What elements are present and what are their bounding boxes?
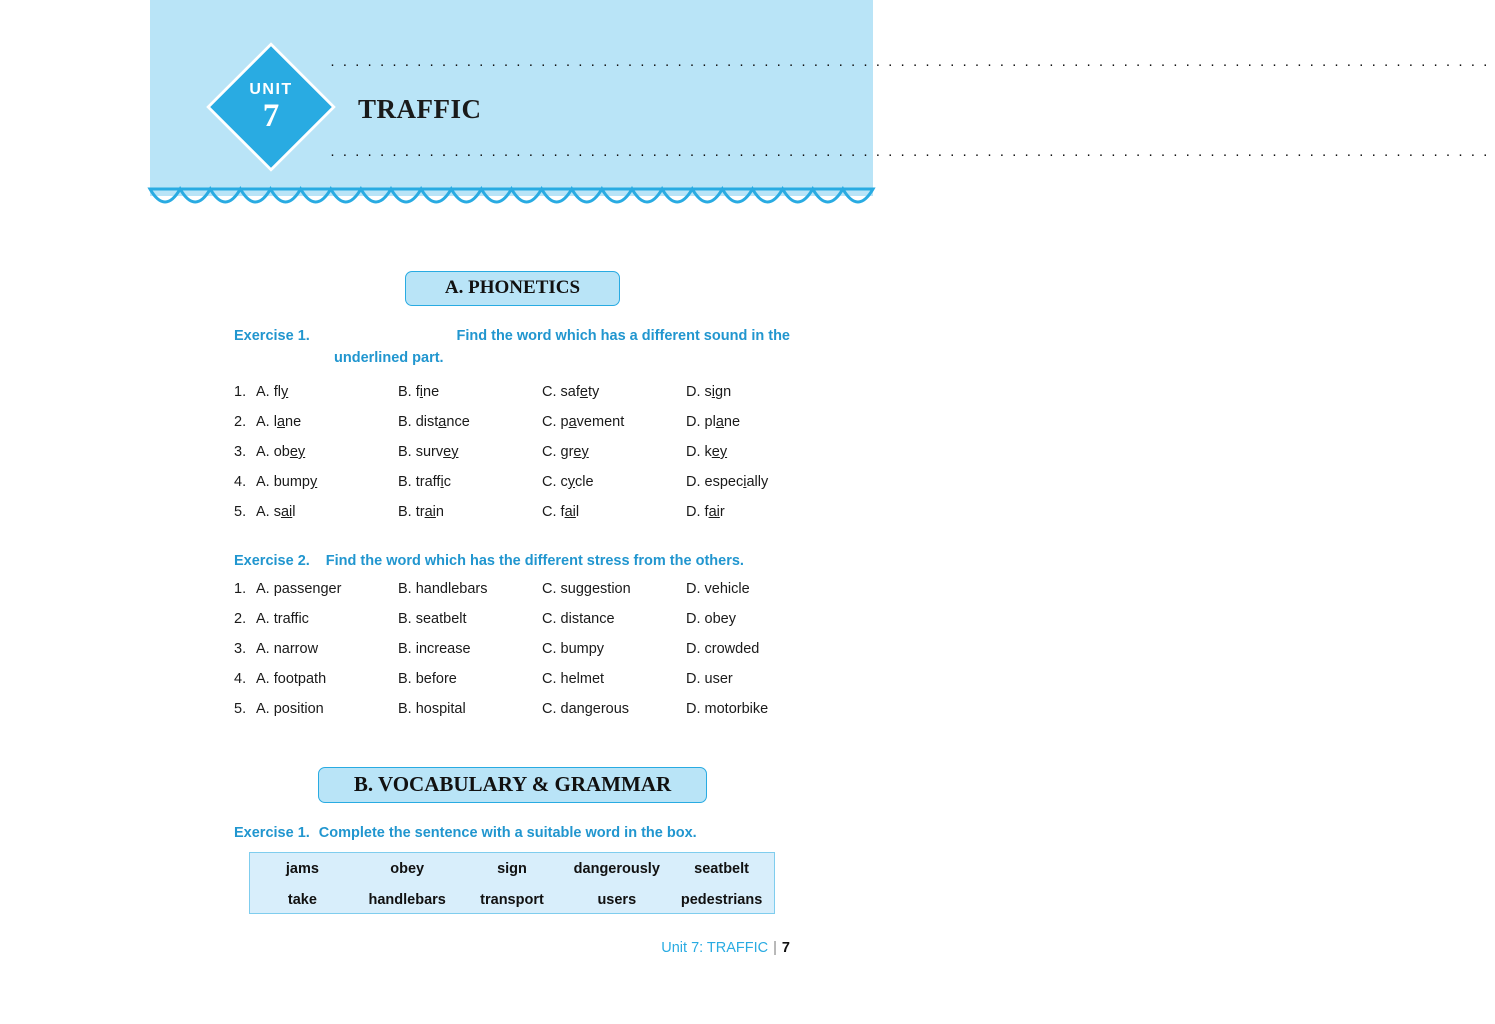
question-number: 2. <box>234 611 247 627</box>
option-d[interactable]: D. sign <box>686 384 732 400</box>
option-b[interactable]: B. fine <box>398 384 440 400</box>
word-bank-row <box>250 884 774 915</box>
exercise-1a-instruction-line2: underlined part. <box>334 350 444 366</box>
option-a[interactable]: A. traffic <box>256 611 309 627</box>
option-b[interactable]: B. handlebars <box>398 581 488 597</box>
section-heading-phonetics: A. PHONETICS <box>405 271 620 306</box>
unit-title: TRAFFIC <box>358 94 482 124</box>
page-number: 7 <box>781 940 790 956</box>
footer-unit-label: Unit 7: TRAFFIC <box>661 940 769 956</box>
question-row <box>234 701 794 731</box>
unit-banner <box>150 0 1495 212</box>
question-row <box>234 474 794 504</box>
exercise-1b-label: Exercise 1. <box>234 825 310 841</box>
option-a[interactable]: A. obey <box>256 444 306 460</box>
exercise-2a-question-list <box>234 581 794 731</box>
word-bank-item[interactable]: handlebars <box>368 891 446 908</box>
word-bank-item[interactable]: users <box>597 891 637 908</box>
option-d[interactable]: D. especially <box>686 474 769 490</box>
word-bank-box <box>249 852 775 914</box>
question-row <box>234 384 794 414</box>
option-d[interactable]: D. user <box>686 671 733 687</box>
exercise-1a-label: Exercise 1. <box>234 328 310 344</box>
option-b[interactable]: B. traffic <box>398 474 451 490</box>
option-c[interactable]: C. dangerous <box>542 701 630 717</box>
option-d[interactable]: D. plane <box>686 414 741 430</box>
question-number: 5. <box>234 504 247 520</box>
option-c[interactable]: C. grey <box>542 444 589 460</box>
exercise-2a-label: Exercise 2. <box>234 553 310 569</box>
option-b[interactable]: B. hospital <box>398 701 466 717</box>
option-a[interactable]: A. bumpy <box>256 474 318 490</box>
question-number: 5. <box>234 701 247 717</box>
option-d[interactable]: D. motorbike <box>686 701 769 717</box>
question-number: 4. <box>234 671 247 687</box>
question-number: 1. <box>234 581 247 597</box>
question-number: 4. <box>234 474 247 490</box>
option-a[interactable]: A. footpath <box>256 671 327 687</box>
word-bank-item[interactable]: sign <box>497 860 527 877</box>
word-bank-item[interactable]: jams <box>285 860 319 877</box>
option-c[interactable]: C. fail <box>542 504 580 520</box>
page-footer <box>661 940 790 956</box>
question-number: 3. <box>234 444 247 460</box>
question-row <box>234 581 794 611</box>
unit-word: UNIT <box>249 80 293 98</box>
question-row <box>234 414 794 444</box>
option-b[interactable]: B. seatbelt <box>398 611 467 627</box>
dotted-rule-bottom: ······························································································ <box>330 146 1495 163</box>
option-a[interactable]: A. narrow <box>256 641 319 657</box>
word-bank-item[interactable]: obey <box>390 860 425 877</box>
option-d[interactable]: D. obey <box>686 611 736 627</box>
word-bank-item[interactable]: take <box>287 891 317 908</box>
footer-separator: | <box>773 940 777 956</box>
wave-border <box>150 188 873 214</box>
exercise-1a-heading <box>234 328 790 366</box>
option-c[interactable]: C. cycle <box>542 474 594 490</box>
question-number: 2. <box>234 414 247 430</box>
option-b[interactable]: B. increase <box>398 641 471 657</box>
option-d[interactable]: D. key <box>686 444 728 460</box>
option-d[interactable]: D. crowded <box>686 641 760 657</box>
question-number: 3. <box>234 641 247 657</box>
option-a[interactable]: A. position <box>256 701 324 717</box>
question-row <box>234 641 794 671</box>
option-a[interactable]: A. lane <box>256 414 302 430</box>
option-d[interactable]: D. fair <box>686 504 725 520</box>
unit-number: 7 <box>262 97 280 134</box>
word-bank-item[interactable]: transport <box>480 891 544 908</box>
option-b[interactable]: B. train <box>398 504 444 520</box>
option-a[interactable]: A. sail <box>256 504 296 520</box>
dotted-rule-top: ······························································································ <box>330 56 1495 73</box>
option-b[interactable]: B. distance <box>398 414 470 430</box>
option-c[interactable]: C. safety <box>542 384 600 400</box>
option-b[interactable]: B. survey <box>398 444 459 460</box>
exercise-1a-instruction-line1: Find the word which has a different sound in the <box>456 328 790 344</box>
exercise-2a-instruction: Find the word which has the different stress from the others. <box>325 553 744 569</box>
option-c[interactable]: C. pavement <box>542 414 625 430</box>
unit-badge <box>206 42 336 172</box>
word-bank-row <box>250 853 774 884</box>
question-row <box>234 671 794 701</box>
option-b[interactable]: B. before <box>398 671 457 687</box>
exercise-1a-question-list <box>234 384 794 534</box>
word-bank-item[interactable]: dangerously <box>573 860 660 877</box>
word-bank-item[interactable]: pedestrians <box>680 891 763 908</box>
option-a[interactable]: A. fly <box>256 384 289 400</box>
exercise-1b-heading <box>234 825 697 841</box>
option-c[interactable]: C. bumpy <box>542 641 605 657</box>
question-row <box>234 504 794 534</box>
option-c[interactable]: C. distance <box>542 611 615 627</box>
option-d[interactable]: D. vehicle <box>686 581 750 597</box>
option-c[interactable]: C. suggestion <box>542 581 631 597</box>
unit-badge-text <box>206 42 336 172</box>
option-c[interactable]: C. helmet <box>542 671 605 687</box>
section-heading-vocabulary-grammar: B. VOCABULARY & GRAMMAR <box>318 767 707 803</box>
exercise-1b-instruction: Complete the sentence with a suitable word in the box. <box>318 825 697 841</box>
question-number: 1. <box>234 384 247 400</box>
option-a[interactable]: A. passenger <box>256 581 342 597</box>
question-row <box>234 611 794 641</box>
question-row <box>234 444 794 474</box>
exercise-2a-heading <box>234 553 744 569</box>
word-bank-item[interactable]: seatbelt <box>694 860 749 877</box>
